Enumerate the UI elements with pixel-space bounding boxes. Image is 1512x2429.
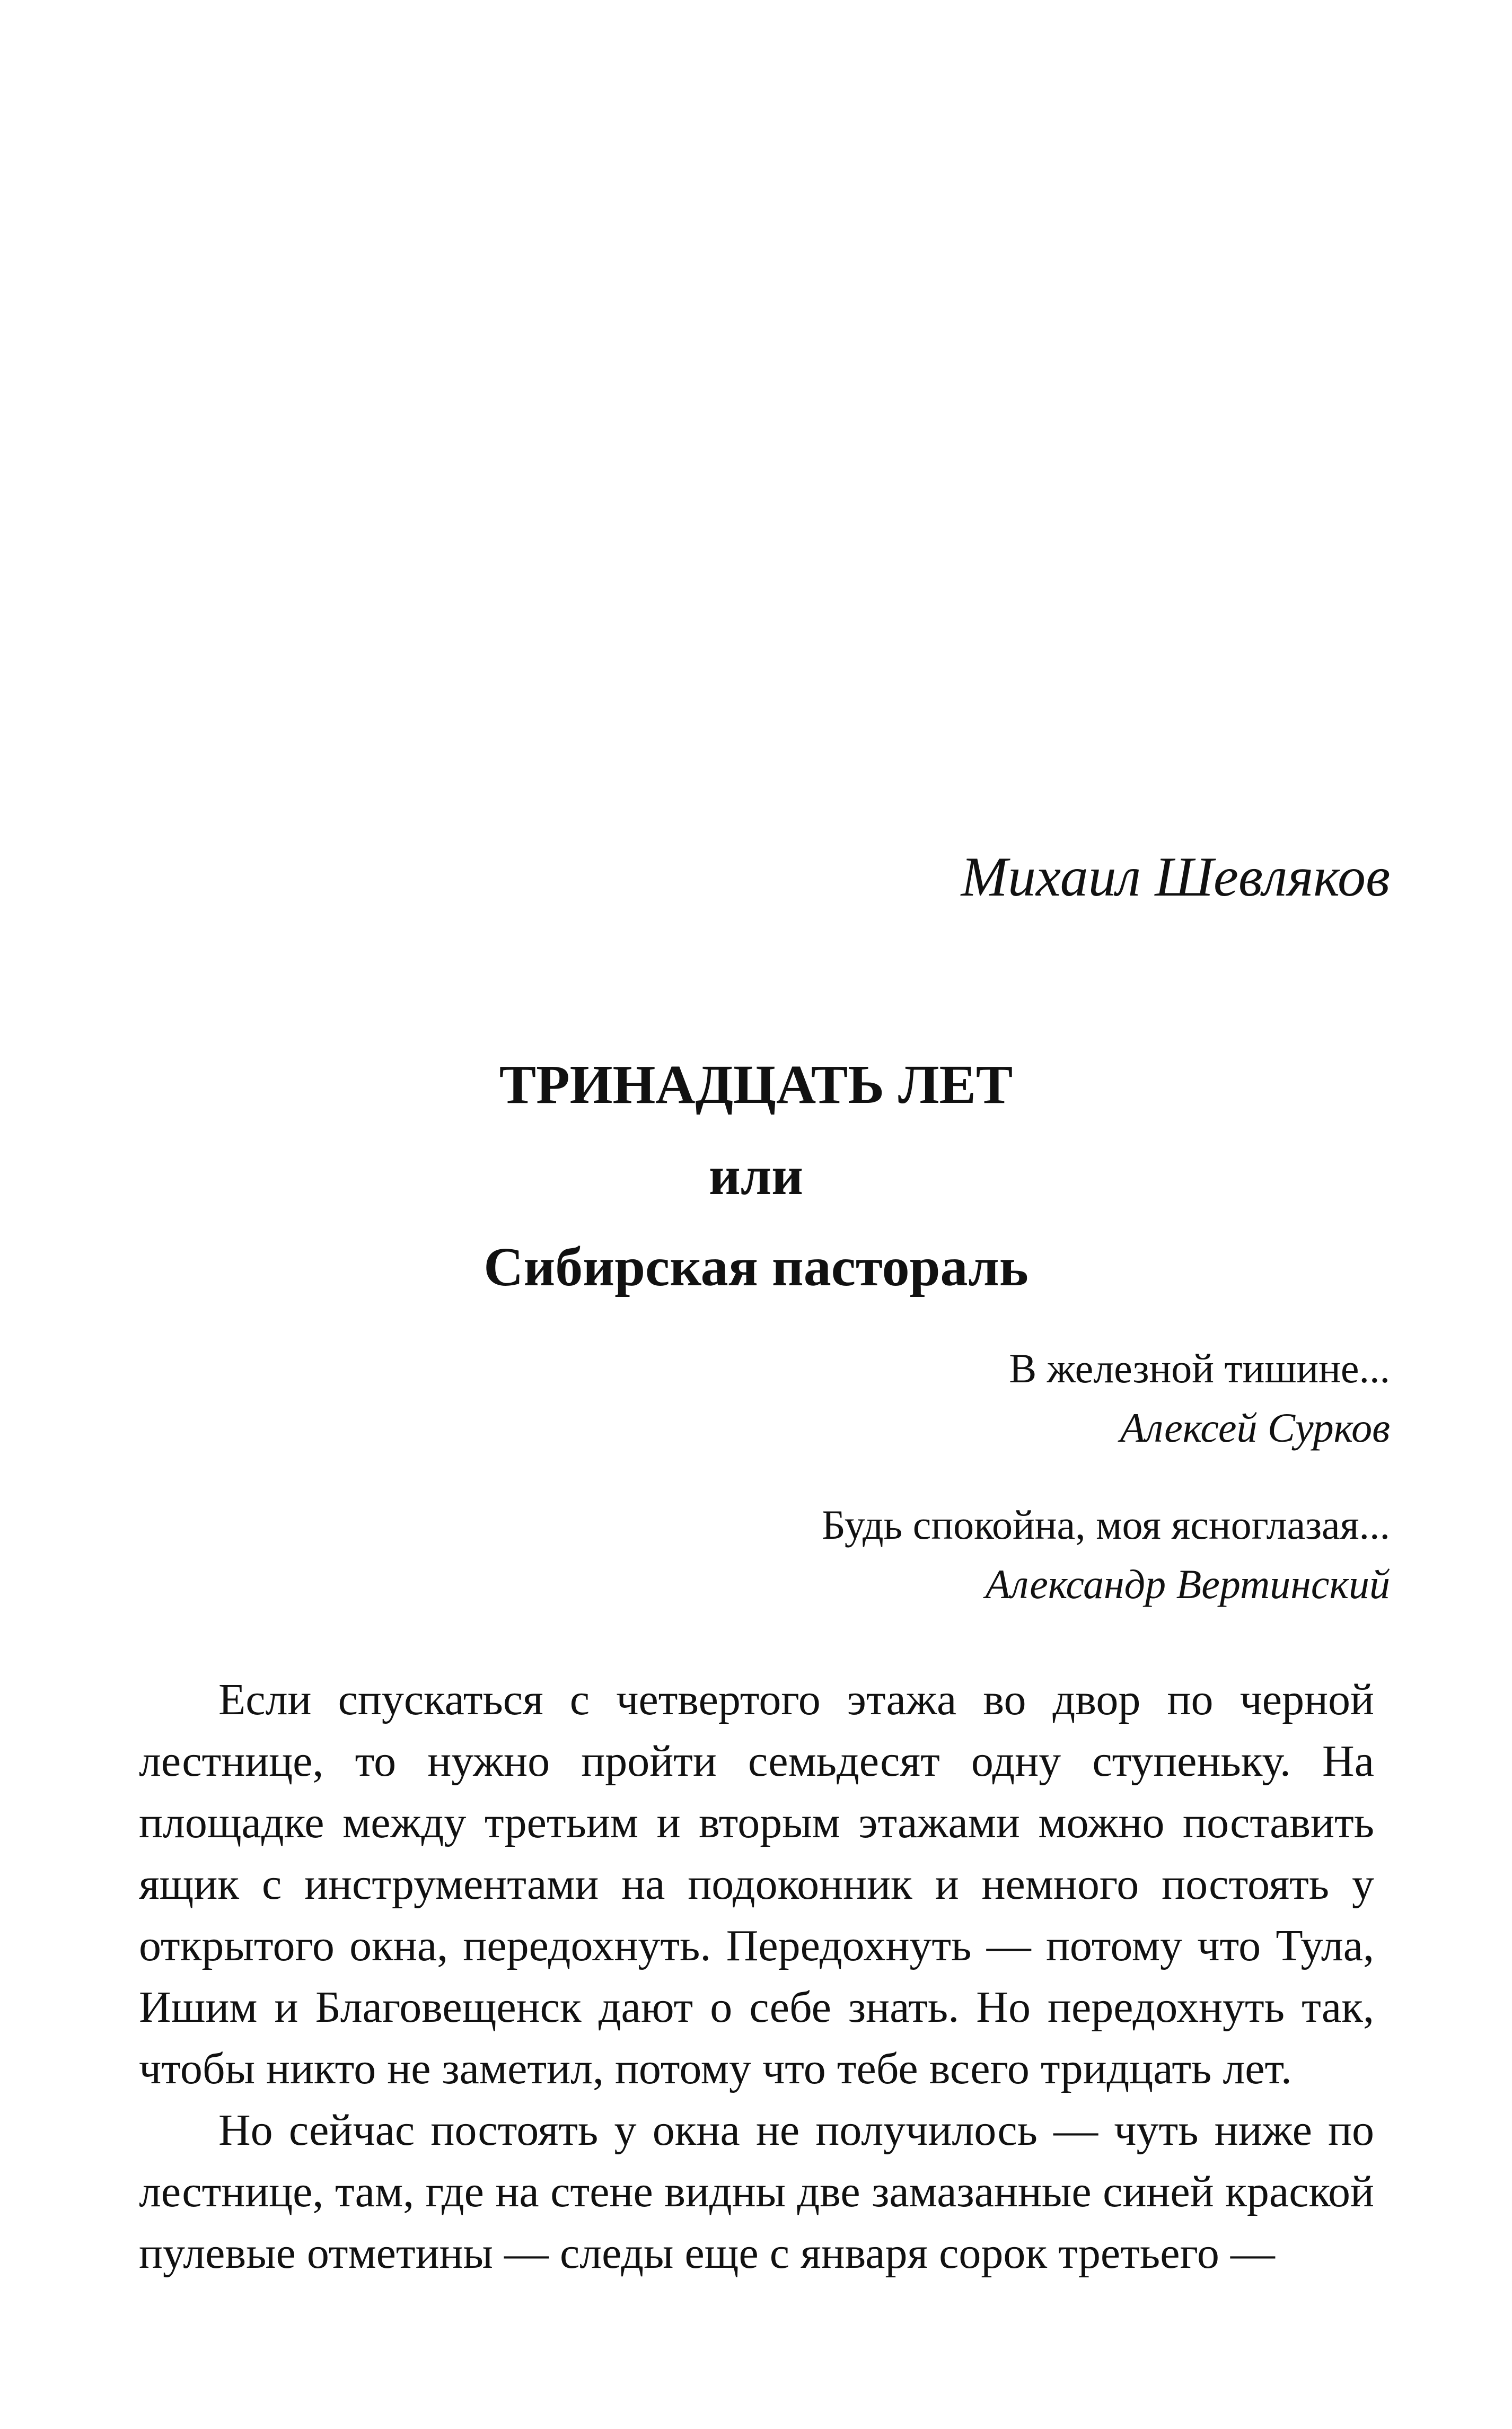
epigraph-text: В железной тишине... xyxy=(1009,1345,1390,1391)
epigraph-1 xyxy=(1009,1339,1390,1458)
paragraph-2: Но сейчас постоять у окна не получилось — чуть ниже по лестнице, там, где на стене видны две замазанные синей краской пулевые отметины — следы еще с января сорок третьего — xyxy=(139,2106,1374,2278)
epigraph-source: Александр Вертинский xyxy=(985,1561,1390,1607)
chapter-title xyxy=(0,1039,1512,1313)
body-text xyxy=(139,1669,1374,2284)
title-line-2: или xyxy=(708,1145,804,1206)
epigraph-text: Будь спокойна, моя ясноглазая... xyxy=(822,1502,1390,1548)
title-line-1: ТРИНАДЦАТЬ ЛЕТ xyxy=(499,1054,1013,1115)
author-name: Михаил Шевляков xyxy=(961,846,1390,908)
epigraph-2 xyxy=(822,1495,1390,1614)
title-line-3: Сибирская пастораль xyxy=(484,1237,1028,1297)
paragraph-1: Если спускаться с четвертого этажа во двор по черной лестнице, то нужно пройти семьдесят одну ступеньку. На площадке между третьим и вторым этажами можно поставить ящик с инструментами на подоконник и немного постоять у открытого окна, передохнуть. Передохнуть — потому что Тула, Ишим и Благовещенск дают о себе знать. Но передохнуть так, чтобы никто не заметил, потому что тебе всего тридцать лет. xyxy=(139,1675,1374,2093)
epigraph-source: Алексей Сурков xyxy=(1120,1405,1390,1451)
